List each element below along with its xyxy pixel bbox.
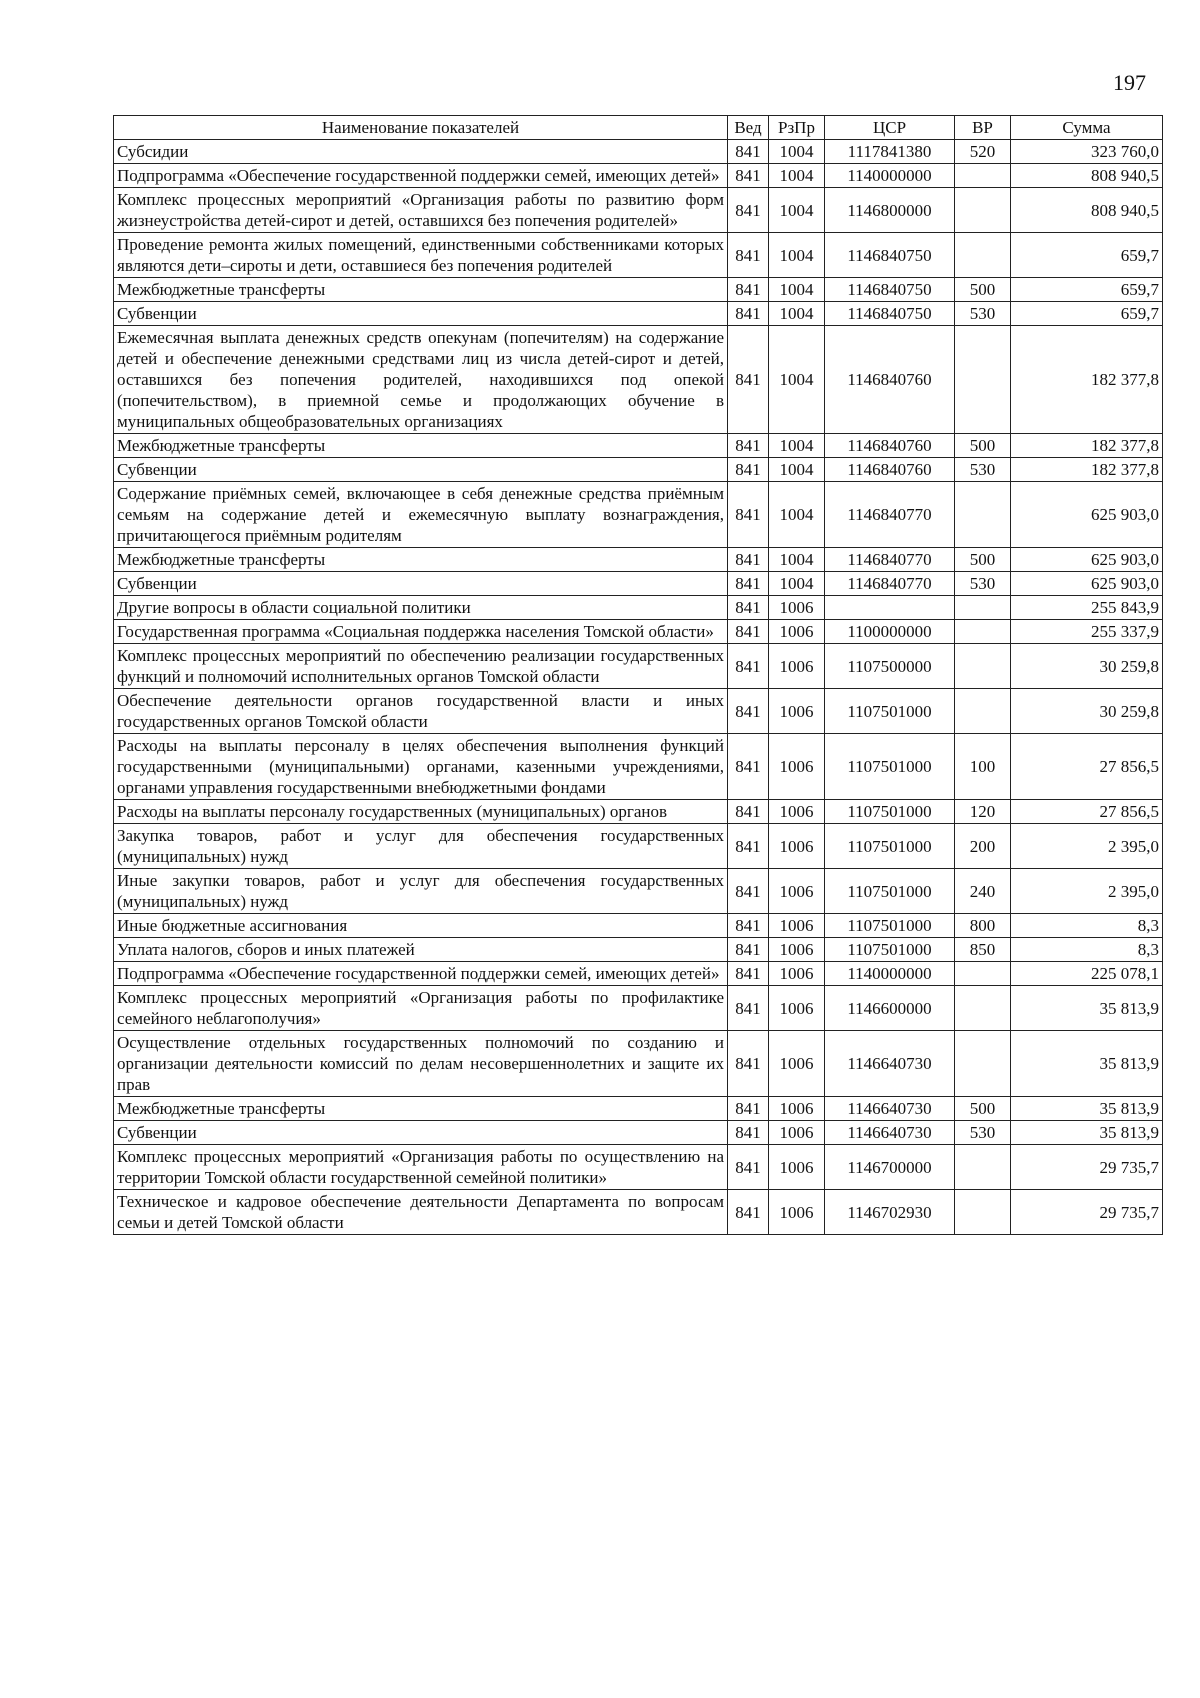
cell-vr: 500 <box>955 434 1011 458</box>
cell-csr: 1107501000 <box>825 734 955 800</box>
cell-vr <box>955 233 1011 278</box>
cell-sum: 659,7 <box>1011 233 1163 278</box>
cell-name: Уплата налогов, сборов и иных платежей <box>114 938 728 962</box>
cell-csr: 1117841380 <box>825 140 955 164</box>
cell-name: Комплекс процессных мероприятий «Организация работы по развитию форм жизнеустройства детей-сирот и детей, оставшихся без попечения родителей» <box>114 188 728 233</box>
cell-csr: 1146840760 <box>825 326 955 434</box>
cell-vr: 520 <box>955 140 1011 164</box>
cell-sum: 182 377,8 <box>1011 434 1163 458</box>
cell-rzpr: 1004 <box>769 164 825 188</box>
cell-csr: 1107501000 <box>825 869 955 914</box>
cell-sum: 27 856,5 <box>1011 734 1163 800</box>
cell-rzpr: 1004 <box>769 278 825 302</box>
cell-sum: 182 377,8 <box>1011 458 1163 482</box>
budget-table <box>113 115 1163 1235</box>
table-row <box>114 1121 1163 1145</box>
cell-rzpr: 1004 <box>769 326 825 434</box>
cell-ved: 841 <box>728 140 769 164</box>
cell-csr: 1146700000 <box>825 1145 955 1190</box>
cell-name: Иные бюджетные ассигнования <box>114 914 728 938</box>
cell-ved: 841 <box>728 164 769 188</box>
cell-name: Обеспечение деятельности органов государственной власти и иных государственных органов Томской области <box>114 689 728 734</box>
cell-sum: 659,7 <box>1011 278 1163 302</box>
cell-ved: 841 <box>728 986 769 1031</box>
cell-name: Межбюджетные трансферты <box>114 434 728 458</box>
cell-ved: 841 <box>728 326 769 434</box>
table-row <box>114 164 1163 188</box>
cell-vr <box>955 689 1011 734</box>
table-row <box>114 1145 1163 1190</box>
cell-rzpr: 1006 <box>769 869 825 914</box>
cell-name: Расходы на выплаты персоналу государственных (муниципальных) органов <box>114 800 728 824</box>
cell-vr: 500 <box>955 1097 1011 1121</box>
cell-vr: 240 <box>955 869 1011 914</box>
cell-vr <box>955 326 1011 434</box>
cell-name: Подпрограмма «Обеспечение государственной поддержки семей, имеющих детей» <box>114 164 728 188</box>
cell-csr <box>825 596 955 620</box>
cell-sum: 8,3 <box>1011 938 1163 962</box>
cell-csr: 1146840760 <box>825 434 955 458</box>
cell-vr: 800 <box>955 914 1011 938</box>
cell-ved: 841 <box>728 800 769 824</box>
cell-ved: 841 <box>728 1031 769 1097</box>
table-row <box>114 548 1163 572</box>
cell-csr: 1140000000 <box>825 962 955 986</box>
cell-sum: 29 735,7 <box>1011 1145 1163 1190</box>
cell-sum: 625 903,0 <box>1011 482 1163 548</box>
table-row <box>114 689 1163 734</box>
cell-sum: 323 760,0 <box>1011 140 1163 164</box>
cell-vr <box>955 986 1011 1031</box>
cell-sum: 625 903,0 <box>1011 572 1163 596</box>
table-row <box>114 938 1163 962</box>
cell-sum: 8,3 <box>1011 914 1163 938</box>
header-rzpr: РзПр <box>769 116 825 140</box>
cell-name: Проведение ремонта жилых помещений, единственными собственниками которых являются дети–сироты и дети, оставшиеся без попечения родителей <box>114 233 728 278</box>
cell-sum: 659,7 <box>1011 302 1163 326</box>
cell-sum: 35 813,9 <box>1011 1121 1163 1145</box>
header-vr: ВР <box>955 116 1011 140</box>
cell-ved: 841 <box>728 1121 769 1145</box>
cell-vr <box>955 164 1011 188</box>
cell-sum: 2 395,0 <box>1011 824 1163 869</box>
cell-name: Государственная программа «Социальная поддержка населения Томской области» <box>114 620 728 644</box>
cell-rzpr: 1006 <box>769 620 825 644</box>
cell-csr: 1100000000 <box>825 620 955 644</box>
cell-rzpr: 1004 <box>769 548 825 572</box>
cell-sum: 808 940,5 <box>1011 164 1163 188</box>
table-row <box>114 434 1163 458</box>
cell-rzpr: 1006 <box>769 962 825 986</box>
cell-rzpr: 1006 <box>769 914 825 938</box>
cell-vr <box>955 596 1011 620</box>
cell-rzpr: 1006 <box>769 1121 825 1145</box>
table-row <box>114 596 1163 620</box>
cell-rzpr: 1006 <box>769 824 825 869</box>
cell-ved: 841 <box>728 644 769 689</box>
cell-ved: 841 <box>728 278 769 302</box>
cell-name: Другие вопросы в области социальной политики <box>114 596 728 620</box>
cell-vr <box>955 1190 1011 1235</box>
cell-csr: 1107501000 <box>825 938 955 962</box>
cell-name: Комплекс процессных мероприятий «Организация работы по осуществлению на территории Томской области государственной семейной политики» <box>114 1145 728 1190</box>
table-row <box>114 302 1163 326</box>
cell-csr: 1140000000 <box>825 164 955 188</box>
cell-vr: 200 <box>955 824 1011 869</box>
cell-name: Субсидии <box>114 140 728 164</box>
cell-vr: 530 <box>955 572 1011 596</box>
cell-vr <box>955 962 1011 986</box>
cell-csr: 1146640730 <box>825 1031 955 1097</box>
cell-csr: 1146600000 <box>825 986 955 1031</box>
cell-rzpr: 1004 <box>769 458 825 482</box>
cell-ved: 841 <box>728 302 769 326</box>
cell-rzpr: 1006 <box>769 986 825 1031</box>
cell-sum: 35 813,9 <box>1011 986 1163 1031</box>
cell-name: Межбюджетные трансферты <box>114 1097 728 1121</box>
table-row <box>114 458 1163 482</box>
cell-ved: 841 <box>728 548 769 572</box>
cell-vr: 100 <box>955 734 1011 800</box>
cell-sum: 30 259,8 <box>1011 644 1163 689</box>
cell-sum: 35 813,9 <box>1011 1097 1163 1121</box>
table-row <box>114 140 1163 164</box>
cell-csr: 1107501000 <box>825 824 955 869</box>
cell-sum: 225 078,1 <box>1011 962 1163 986</box>
cell-name: Осуществление отдельных государственных полномочий по созданию и организации деятельности комиссий по делам несовершеннолетних и защите их прав <box>114 1031 728 1097</box>
cell-sum: 27 856,5 <box>1011 800 1163 824</box>
table-row <box>114 620 1163 644</box>
cell-name: Комплекс процессных мероприятий по обеспечению реализации государственных функций и полномочий исполнительных органов Томской области <box>114 644 728 689</box>
cell-vr: 500 <box>955 278 1011 302</box>
cell-rzpr: 1004 <box>769 302 825 326</box>
page-number: 197 <box>1113 70 1146 95</box>
cell-csr: 1146840770 <box>825 482 955 548</box>
cell-name: Субвенции <box>114 302 728 326</box>
cell-name: Межбюджетные трансферты <box>114 278 728 302</box>
cell-csr: 1146640730 <box>825 1097 955 1121</box>
cell-vr: 530 <box>955 1121 1011 1145</box>
cell-csr: 1146840760 <box>825 458 955 482</box>
cell-rzpr: 1006 <box>769 1097 825 1121</box>
cell-vr: 530 <box>955 458 1011 482</box>
cell-ved: 841 <box>728 458 769 482</box>
cell-vr: 500 <box>955 548 1011 572</box>
cell-rzpr: 1004 <box>769 434 825 458</box>
cell-sum: 182 377,8 <box>1011 326 1163 434</box>
cell-ved: 841 <box>728 689 769 734</box>
cell-rzpr: 1006 <box>769 1145 825 1190</box>
cell-ved: 841 <box>728 596 769 620</box>
cell-ved: 841 <box>728 188 769 233</box>
cell-name: Ежемесячная выплата денежных средств опекунам (попечителям) на содержание детей и обеспечение денежными средствами лиц из числа детей-сирот и детей, оставшихся без попечения родителей, находившихся под опекой (попечительством), в приемной семье и продолжающих обучение в муниципальных общеобразовательных организациях <box>114 326 728 434</box>
cell-csr: 1146640730 <box>825 1121 955 1145</box>
cell-csr: 1107501000 <box>825 800 955 824</box>
table-row <box>114 1031 1163 1097</box>
cell-name: Иные закупки товаров, работ и услуг для обеспечения государственных (муниципальных) нужд <box>114 869 728 914</box>
cell-vr: 530 <box>955 302 1011 326</box>
cell-name: Техническое и кадровое обеспечение деятельности Департамента по вопросам семьи и детей Томской области <box>114 1190 728 1235</box>
cell-csr: 1146840750 <box>825 278 955 302</box>
header-csr: ЦСР <box>825 116 955 140</box>
cell-vr <box>955 482 1011 548</box>
cell-vr: 850 <box>955 938 1011 962</box>
cell-vr <box>955 620 1011 644</box>
table-row <box>114 734 1163 800</box>
header-name: Наименование показателей <box>114 116 728 140</box>
cell-csr: 1107501000 <box>825 689 955 734</box>
cell-rzpr: 1006 <box>769 800 825 824</box>
cell-name: Расходы на выплаты персоналу в целях обеспечения выполнения функций государственными (муниципальными) органами, казенными учреждениями, органами управления государственными внебюджетными фондами <box>114 734 728 800</box>
cell-rzpr: 1006 <box>769 689 825 734</box>
cell-rzpr: 1006 <box>769 938 825 962</box>
table-row <box>114 869 1163 914</box>
cell-ved: 841 <box>728 914 769 938</box>
cell-name: Субвенции <box>114 1121 728 1145</box>
cell-ved: 841 <box>728 434 769 458</box>
cell-name: Комплекс процессных мероприятий «Организация работы по профилактике семейного неблагополучия» <box>114 986 728 1031</box>
cell-ved: 841 <box>728 482 769 548</box>
cell-vr <box>955 1031 1011 1097</box>
table-row <box>114 572 1163 596</box>
cell-ved: 841 <box>728 869 769 914</box>
cell-rzpr: 1006 <box>769 1190 825 1235</box>
cell-ved: 841 <box>728 734 769 800</box>
cell-name: Подпрограмма «Обеспечение государственной поддержки семей, имеющих детей» <box>114 962 728 986</box>
cell-ved: 841 <box>728 824 769 869</box>
cell-sum: 255 843,9 <box>1011 596 1163 620</box>
cell-ved: 841 <box>728 938 769 962</box>
cell-rzpr: 1006 <box>769 734 825 800</box>
cell-sum: 29 735,7 <box>1011 1190 1163 1235</box>
cell-rzpr: 1006 <box>769 644 825 689</box>
cell-sum: 808 940,5 <box>1011 188 1163 233</box>
table-row <box>114 233 1163 278</box>
cell-csr: 1107500000 <box>825 644 955 689</box>
table-row <box>114 644 1163 689</box>
cell-ved: 841 <box>728 1145 769 1190</box>
cell-rzpr: 1006 <box>769 1031 825 1097</box>
cell-name: Содержание приёмных семей, включающее в себя денежные средства приёмным семьям на содержание детей и ежемесячную выплату вознаграждения, причитающегося приёмным родителям <box>114 482 728 548</box>
cell-rzpr: 1004 <box>769 188 825 233</box>
table-row <box>114 800 1163 824</box>
table-row <box>114 962 1163 986</box>
table-row <box>114 326 1163 434</box>
cell-csr: 1146800000 <box>825 188 955 233</box>
cell-name: Межбюджетные трансферты <box>114 548 728 572</box>
cell-rzpr: 1004 <box>769 233 825 278</box>
cell-ved: 841 <box>728 620 769 644</box>
cell-vr <box>955 1145 1011 1190</box>
table-row <box>114 1097 1163 1121</box>
cell-csr: 1146840750 <box>825 233 955 278</box>
cell-vr <box>955 188 1011 233</box>
cell-rzpr: 1006 <box>769 596 825 620</box>
cell-rzpr: 1004 <box>769 140 825 164</box>
cell-sum: 2 395,0 <box>1011 869 1163 914</box>
cell-sum: 35 813,9 <box>1011 1031 1163 1097</box>
cell-ved: 841 <box>728 572 769 596</box>
cell-vr <box>955 644 1011 689</box>
table-header-row <box>114 116 1163 140</box>
header-sum: Сумма <box>1011 116 1163 140</box>
cell-vr: 120 <box>955 800 1011 824</box>
cell-csr: 1146840770 <box>825 548 955 572</box>
cell-ved: 841 <box>728 962 769 986</box>
cell-sum: 255 337,9 <box>1011 620 1163 644</box>
cell-sum: 30 259,8 <box>1011 689 1163 734</box>
cell-ved: 841 <box>728 1190 769 1235</box>
table-row <box>114 1190 1163 1235</box>
cell-csr: 1107501000 <box>825 914 955 938</box>
table-row <box>114 188 1163 233</box>
header-ved: Вед <box>728 116 769 140</box>
cell-sum: 625 903,0 <box>1011 548 1163 572</box>
cell-name: Субвенции <box>114 458 728 482</box>
table-row <box>114 914 1163 938</box>
cell-ved: 841 <box>728 233 769 278</box>
cell-name: Субвенции <box>114 572 728 596</box>
cell-ved: 841 <box>728 1097 769 1121</box>
table-row <box>114 824 1163 869</box>
cell-rzpr: 1004 <box>769 572 825 596</box>
table-row <box>114 986 1163 1031</box>
cell-name: Закупка товаров, работ и услуг для обеспечения государственных (муниципальных) нужд <box>114 824 728 869</box>
cell-csr: 1146840750 <box>825 302 955 326</box>
table-row <box>114 482 1163 548</box>
cell-rzpr: 1004 <box>769 482 825 548</box>
table-row <box>114 278 1163 302</box>
cell-csr: 1146702930 <box>825 1190 955 1235</box>
cell-csr: 1146840770 <box>825 572 955 596</box>
